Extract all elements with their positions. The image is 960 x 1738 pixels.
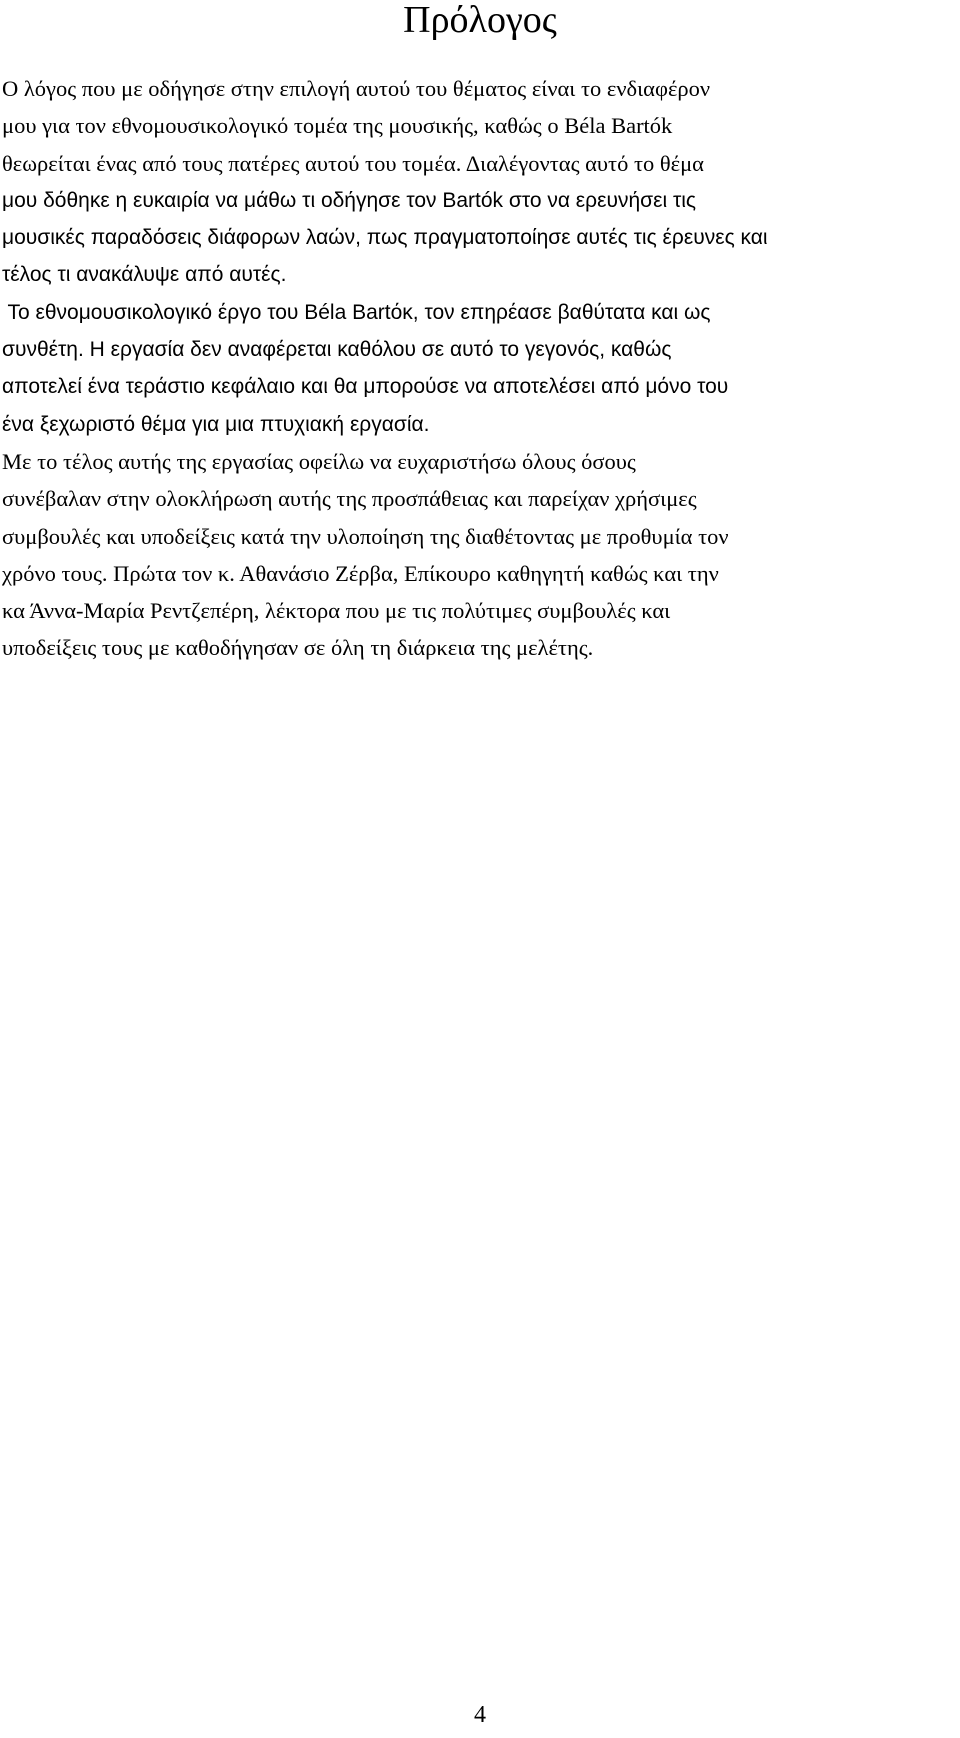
text-line: συμβουλές και υποδείξεις κατά την υλοποίηση της διαθέτοντας με προθυμία τον [2, 523, 729, 549]
text-line: θεωρείται ένας από τους πατέρες αυτού του τομέα. Διαλέγοντας αυτό το θέμα [2, 150, 704, 176]
paragraph-1 [2, 70, 957, 294]
body-text [2, 70, 957, 667]
text-line: κα Άννα-Μαρία Ρεντζεπέρη, λέκτορα που με τις πολύτιμες συμβουλές και [2, 598, 671, 624]
text-line: Ο λόγος που με οδήγησε στην επιλογή αυτού του θέματος είναι το ενδιαφέρον [2, 76, 711, 101]
text-line: Το εθνομουσικολογικό έργο του Béla Bartόκ, τον επηρέασε βαθύτατα και ως [2, 300, 711, 324]
text-line: συνθέτη. Η εργασία δεν αναφέρεται καθόλου σε αυτό το γεγονός, καθώς [2, 338, 672, 362]
page-number: 4 [474, 1702, 486, 1728]
text-line: Με το τέλος αυτής της εργασίας οφείλω να ευχαριστήσω όλους όσους [2, 448, 636, 474]
text-line: χρόνο τους. Πρώτα τον κ. Αθανάσιο Ζέρβα, Επίκουρο καθηγητή καθώς και την [2, 560, 719, 586]
paragraph-2 [2, 294, 957, 443]
page-title: Πρόλογος [403, 0, 557, 41]
paragraph-3 [2, 443, 957, 667]
text-line: τέλος τι ανακάλυψε από αυτές. [2, 263, 287, 287]
text-line: μου δόθηκε η ευκαιρία να μάθω τι οδήγησε τον Bartók στο να ερευνήσει τις [2, 188, 697, 212]
text-line: μουσικές παραδόσεις διάφορων λαών, πως πραγματοποίησε αυτές τις έρευνες και [2, 226, 768, 250]
text-line: αποτελεί ένα τεράστιο κεφάλαιο και θα μπορούσε να αποτελέσει από μόνο του [2, 375, 729, 399]
text-line: υποδείξεις τους με καθοδήγησαν σε όλη τη διάρκεια της μελέτης. [2, 635, 594, 661]
text-line: συνέβαλαν στην ολοκλήρωση αυτής της προσπάθειας και παρείχαν χρήσιμες [2, 486, 697, 512]
text-line: μου για τον εθνομουσικολογικό τομέα της μουσικής, καθώς ο Béla Bartók [2, 113, 673, 139]
text-line: ένα ξεχωριστό θέμα για μια πτυχιακή εργασία. [2, 412, 430, 436]
